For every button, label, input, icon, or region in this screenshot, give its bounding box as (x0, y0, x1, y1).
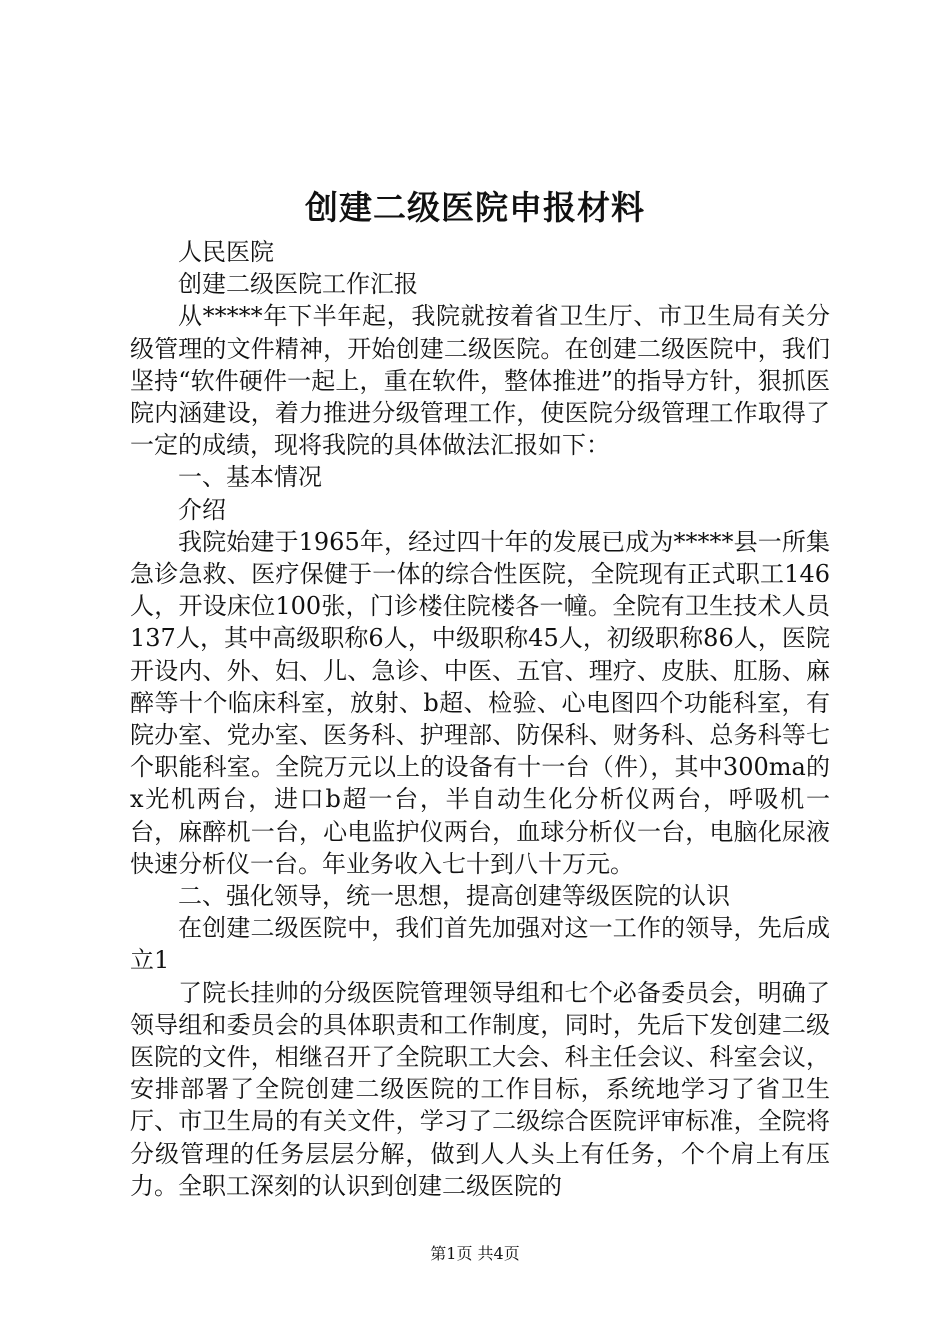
document-title: 创建二级医院申报材料 (305, 188, 645, 227)
paragraph-leadership-continued: 了院长挂帅的分级医院管理领导组和七个必备委员会，明确了领导组和委员会的具体职责和工作制度，同时，先后下发创建二级医院的文件，相继召开了全院职工大会、科主任会议、科室会议，安排部署了全院创建二级医院的工作目标，系统地学习了省卫生厅、市卫生局的有关文件，学习了二级综合医院评审标准，全院将分级管理的任务层层分解，做到人人头上有任务，个个肩上有压力。全职工深刻的认识到创建二级医院的 (130, 978, 830, 1200)
paragraph-report-title: 创建二级医院工作汇报 (178, 270, 418, 299)
paragraph-introduction-label: 介绍 (178, 495, 226, 524)
paragraph-hospital-overview: 我院始建于1965年，经过四十年的发展已成为*****县一所集急诊急救、医疗保健于一体的综合性医院，全院现有正式职工146人，开设床位100张，门诊楼住院楼各一幢。全院有卫生技术人员137人，其中高级职称6人，中级职称45人，初级职称86人，医院开设内、外、妇、儿、急诊、中医、五官、理疗、皮肤、肛肠、麻醉等十个临床科室，放射、b超、检验、心电图四个功能科室，有院办室、党办室、医务科、护理部、防保科、财务科、总务科等七个职能科室。全院万元以上的设备有十一台（件），其中300ma的x光机两台，进口b超一台，半自动生化分析仪两台，呼吸机一台，麻醉机一台，心电监护仪两台，血球分析仪一台，电脑化尿液快速分析仪一台。年业务收入七十到八十万元。 (130, 527, 830, 878)
paragraph-leadership-start: 在创建二级医院中，我们首先加强对这一工作的领导，先后成立1 (130, 914, 830, 975)
paragraph-hospital-name: 人民医院 (178, 238, 274, 266)
page-number-footer: 第1页 共4页 (430, 1244, 520, 1263)
paragraph-intro: 从*****年下半年起，我院就按着省卫生厅、市卫生局有关分级管理的文件精神，开始创建二级医院。在创建二级医院中，我们坚持“软件硬件一起上，重在软件，整体推进”的指导方针，狠抓医院内涵建设，着力推进分级管理工作，使医院分级管理工作取得了一定的成绩，现将我院的具体做法汇报如下： (130, 302, 830, 460)
heading-basic-situation: 一、基本情况 (178, 463, 322, 492)
heading-strengthen-leadership: 二、强化领导，统一思想，提高创建等级医院的认识 (178, 882, 730, 911)
document-body (130, 236, 830, 1202)
